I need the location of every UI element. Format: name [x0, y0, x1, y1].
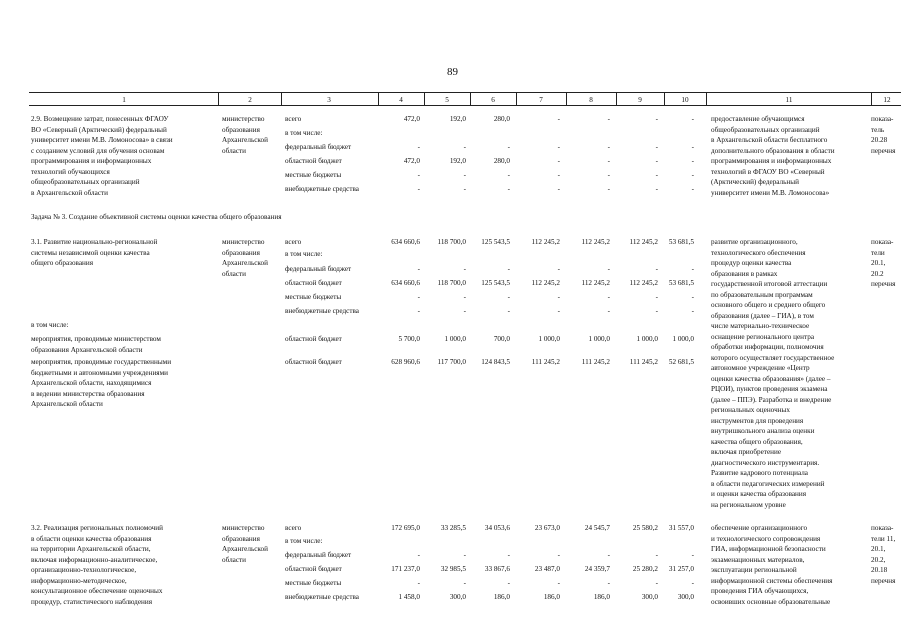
header-col-divider	[664, 92, 665, 105]
value-year-4: -	[607, 171, 610, 179]
value-year-5: -	[655, 265, 658, 273]
header-col-10: 10	[681, 96, 689, 104]
value-total: 5 700,0	[398, 335, 420, 343]
value-year-2: 125 543,5	[481, 279, 510, 287]
value-year-6: 53 681,5	[668, 279, 694, 287]
value-year-3: -	[557, 307, 560, 315]
value-year-1: -	[463, 185, 466, 193]
funding-source-label: внебюджетные средства	[285, 307, 359, 315]
value-year-5: -	[655, 307, 658, 315]
funding-source-label: областной бюджет	[285, 279, 342, 287]
header-col-divider	[566, 92, 567, 105]
funding-source-label: в том числе:	[285, 537, 323, 545]
funding-source-label: всего	[285, 115, 302, 123]
value-year-5: -	[655, 157, 658, 165]
value-year-2: 34 053,6	[484, 524, 510, 532]
value-year-3: 1 000,0	[538, 335, 560, 343]
value-year-6: -	[691, 143, 694, 151]
value-year-1: -	[463, 551, 466, 559]
header-col-divider	[470, 92, 471, 105]
header-col-8: 8	[589, 96, 593, 104]
value-year-5: -	[655, 185, 658, 193]
value-year-1: 192,0	[449, 115, 466, 123]
value-year-5: 1 000,0	[636, 335, 658, 343]
value-year-3: 186,0	[543, 593, 560, 601]
value-year-3: -	[557, 551, 560, 559]
value-total: 634 660,6	[391, 279, 420, 287]
value-year-1: 1 000,0	[444, 335, 466, 343]
funding-source-label: областной бюджет	[285, 335, 342, 343]
value-year-2: -	[507, 171, 510, 179]
header-col-2: 2	[248, 96, 252, 104]
value-total: -	[417, 265, 420, 273]
value-year-5: -	[655, 115, 658, 123]
executor: министерство образования Архангельской области	[222, 115, 268, 155]
header-col-divider	[871, 92, 872, 105]
value-year-6: 31 257,0	[668, 565, 694, 573]
value-year-5: -	[655, 579, 658, 587]
value-total: -	[417, 551, 420, 559]
value-year-2: -	[507, 265, 510, 273]
value-total: -	[417, 579, 420, 587]
value-year-3: -	[557, 157, 560, 165]
header-col-divider	[378, 92, 379, 105]
value-year-4: -	[607, 307, 610, 315]
funding-source-label: местные бюджеты	[285, 579, 342, 587]
header-top-line	[29, 92, 901, 93]
value-total: 171 237,0	[391, 565, 420, 573]
value-year-1: 118 700,0	[437, 279, 466, 287]
value-year-1: -	[463, 307, 466, 315]
value-year-1: 300,0	[449, 593, 466, 601]
measure-title: 2.9. Возмещение затрат, понесенных ФГАОУ ВО «Северный (Арктический) федеральный университет имени М.В. Ломоносова» в связи с созданием условий для обучения основам программирования и информационных технологий обучающихся общеобразовательных организаций в Архангельской области	[31, 115, 173, 197]
value-year-4: -	[607, 157, 610, 165]
value-year-2: -	[507, 293, 510, 301]
expected-result: развитие организационного, технологического обеспечения процедур оценки качества образования в рамках государственной итоговой аттестации по образовательным программам основного общего и среднего общего образования (далее – ГИА), в том числе материально-техническое оснащение регионального центра обработки информации, полномочия которого осуществляет государственное автономное учреждение «Центр оценки качества образования» (далее – РЦОИ), пунктов проведения экзамена (далее – ППЭ). Разработка и внедрение региональных оценочных инструментов для проведения внутришкольного анализа оценки качества общего образования, включая приобретение диагностического инструментария. Развитие кадрового потенциала в области педагогических измерений и оценки качества образования на региональном уровне	[711, 238, 835, 509]
value-year-1: 117 700,0	[437, 358, 466, 366]
value-total: -	[417, 307, 420, 315]
value-year-2: 700,0	[493, 335, 510, 343]
subsection-label: в том числе:	[31, 321, 69, 329]
value-year-4: 112 245,2	[581, 279, 610, 287]
value-year-2: 280,0	[493, 157, 510, 165]
executor: министерство образования Архангельской области	[222, 238, 268, 278]
funding-source-label: федеральный бюджет	[285, 265, 352, 273]
value-year-6: -	[691, 115, 694, 123]
value-year-5: 111 245,2	[629, 358, 658, 366]
value-year-5: -	[655, 143, 658, 151]
header-col-9: 9	[638, 96, 642, 104]
value-year-4: 1 000,0	[588, 335, 610, 343]
header-bottom-line	[29, 105, 901, 106]
value-year-1: -	[463, 143, 466, 151]
value-year-1: -	[463, 579, 466, 587]
header-col-divider	[516, 92, 517, 105]
value-year-2: 33 867,6	[484, 565, 510, 573]
value-year-1: 118 700,0	[437, 238, 466, 246]
value-year-3: -	[557, 265, 560, 273]
header-col-1: 1	[122, 96, 126, 104]
sub-measure-title: мероприятия, проводимые государственными бюджетными и автономными учреждениями Архангельской области, находящимися в ведении министерства образования Архангельской области	[31, 358, 172, 408]
expected-result: обеспечение организационного и технологического сопровождения ГИА, информационной безопасности экзаменационных материалов, эксплуатации региональной информационной системы обеспечения проведения ГИА обучающихся, освоивших основные образовательные	[711, 524, 833, 606]
value-year-6: -	[691, 185, 694, 193]
value-year-2: -	[507, 143, 510, 151]
value-year-3: -	[557, 293, 560, 301]
value-year-4: -	[607, 143, 610, 151]
value-year-5: 25 280,2	[632, 565, 658, 573]
value-year-5: -	[655, 551, 658, 559]
value-year-3: 112 245,2	[531, 238, 560, 246]
value-total: -	[417, 143, 420, 151]
value-year-6: 1 000,0	[672, 335, 694, 343]
value-year-6: -	[691, 171, 694, 179]
value-year-6: 300,0	[677, 593, 694, 601]
value-year-3: -	[557, 171, 560, 179]
task-heading: Задача № 3. Создание объективной системы оценки качества общего образования	[31, 213, 282, 221]
value-total: -	[417, 171, 420, 179]
value-year-6: -	[691, 293, 694, 301]
expected-result: предоставление обучающимся общеобразовательных организаций в Архангельской области бесплатного дополнительного образования в области программирования и информационных технологий в ФГАОУ ВО «Северный (Арктический) федеральный университет имени М.В. Ломоносова»	[711, 115, 835, 197]
header-col-divider	[616, 92, 617, 105]
funding-source-label: в том числе:	[285, 129, 323, 137]
header-col-3: 3	[327, 96, 331, 104]
value-year-4: -	[607, 185, 610, 193]
header-col-7: 7	[539, 96, 543, 104]
value-year-4: -	[607, 551, 610, 559]
value-total: 1 458,0	[398, 593, 420, 601]
value-year-5: 25 580,2	[632, 524, 658, 532]
funding-source-label: всего	[285, 238, 302, 246]
header-col-divider	[706, 92, 707, 105]
value-year-6: -	[691, 551, 694, 559]
value-year-3: 23 673,0	[534, 524, 560, 532]
header-col-divider	[218, 92, 219, 105]
value-year-1: -	[463, 293, 466, 301]
value-year-4: 186,0	[593, 593, 610, 601]
funding-source-label: областной бюджет	[285, 565, 342, 573]
value-total: 634 660,6	[391, 238, 420, 246]
value-year-6: 53 681,5	[668, 238, 694, 246]
value-year-4: 24 359,7	[584, 565, 610, 573]
value-year-4: 24 545,7	[584, 524, 610, 532]
value-year-4: -	[607, 293, 610, 301]
value-year-4: 112 245,2	[581, 238, 610, 246]
value-year-2: -	[507, 551, 510, 559]
value-year-6: 31 557,0	[668, 524, 694, 532]
funding-source-label: местные бюджеты	[285, 171, 342, 179]
value-year-4: -	[607, 265, 610, 273]
header-col-divider	[281, 92, 282, 105]
value-year-5: -	[655, 171, 658, 179]
value-year-2: -	[507, 579, 510, 587]
funding-source-label: всего	[285, 524, 302, 532]
value-year-6: 52 681,5	[668, 358, 694, 366]
header-col-12: 12	[883, 96, 891, 104]
value-year-2: 124 843,5	[481, 358, 510, 366]
value-year-5: 112 245,2	[629, 238, 658, 246]
value-year-2: 125 543,5	[481, 238, 510, 246]
value-year-4: -	[607, 115, 610, 123]
indicator-ref: показа- тели 20.1, 20.2 перечня	[871, 238, 896, 288]
funding-source-label: в том числе:	[285, 250, 323, 258]
page-number: 89	[447, 66, 458, 78]
sub-measure-title: мероприятия, проводимые министерством образования Архангельской области	[31, 335, 161, 354]
value-year-3: 112 245,2	[531, 279, 560, 287]
value-year-6: -	[691, 307, 694, 315]
value-total: -	[417, 185, 420, 193]
indicator-ref: показа- тель 20.28 перечня	[871, 115, 896, 155]
value-year-5: -	[655, 293, 658, 301]
value-total: 628 960,6	[391, 358, 420, 366]
value-total: 472,0	[403, 157, 420, 165]
value-total: -	[417, 293, 420, 301]
measure-title: 3.2. Реализация региональных полномочий в области оценки качества образования на территории Архангельской области, включая информационно-аналитическое, организационно-технологическое, информационно-методическое, консультационное обеспечение оценочных процедур, статистического наблюдения	[31, 524, 163, 606]
funding-source-label: федеральный бюджет	[285, 551, 352, 559]
value-year-2: -	[507, 307, 510, 315]
funding-source-label: областной бюджет	[285, 358, 342, 366]
header-col-divider	[424, 92, 425, 105]
measure-title: 3.1. Развитие национально-региональной системы независимой оценки качества общего образования	[31, 238, 158, 267]
executor: министерство образования Архангельской области	[222, 524, 268, 564]
value-year-4: -	[607, 579, 610, 587]
indicator-ref: показа- тели 11, 20.1, 20.2, 20.18 перечня	[871, 524, 896, 585]
value-year-2: -	[507, 185, 510, 193]
header-col-5: 5	[445, 96, 449, 104]
value-year-4: 111 245,2	[581, 358, 610, 366]
value-year-3: -	[557, 579, 560, 587]
value-year-3: 23 487,0	[534, 565, 560, 573]
value-year-2: 280,0	[493, 115, 510, 123]
value-year-1: 32 985,5	[440, 565, 466, 573]
value-year-1: 192,0	[449, 157, 466, 165]
value-year-3: -	[557, 185, 560, 193]
value-year-5: 300,0	[641, 593, 658, 601]
value-year-6: -	[691, 265, 694, 273]
funding-source-label: областной бюджет	[285, 157, 342, 165]
header-col-11: 11	[785, 96, 793, 104]
value-total: 172 695,0	[391, 524, 420, 532]
value-year-3: -	[557, 143, 560, 151]
value-year-6: -	[691, 157, 694, 165]
header-col-4: 4	[399, 96, 403, 104]
header-col-6: 6	[491, 96, 495, 104]
value-year-1: -	[463, 265, 466, 273]
value-total: 472,0	[403, 115, 420, 123]
funding-source-label: федеральный бюджет	[285, 143, 352, 151]
value-year-3: 111 245,2	[531, 358, 560, 366]
value-year-2: 186,0	[493, 593, 510, 601]
value-year-5: 112 245,2	[629, 279, 658, 287]
value-year-3: -	[557, 115, 560, 123]
funding-source-label: местные бюджеты	[285, 293, 342, 301]
value-year-1: -	[463, 171, 466, 179]
value-year-6: -	[691, 579, 694, 587]
funding-source-label: внебюджетные средства	[285, 185, 359, 193]
funding-source-label: внебюджетные средства	[285, 593, 359, 601]
value-year-1: 33 285,5	[440, 524, 466, 532]
